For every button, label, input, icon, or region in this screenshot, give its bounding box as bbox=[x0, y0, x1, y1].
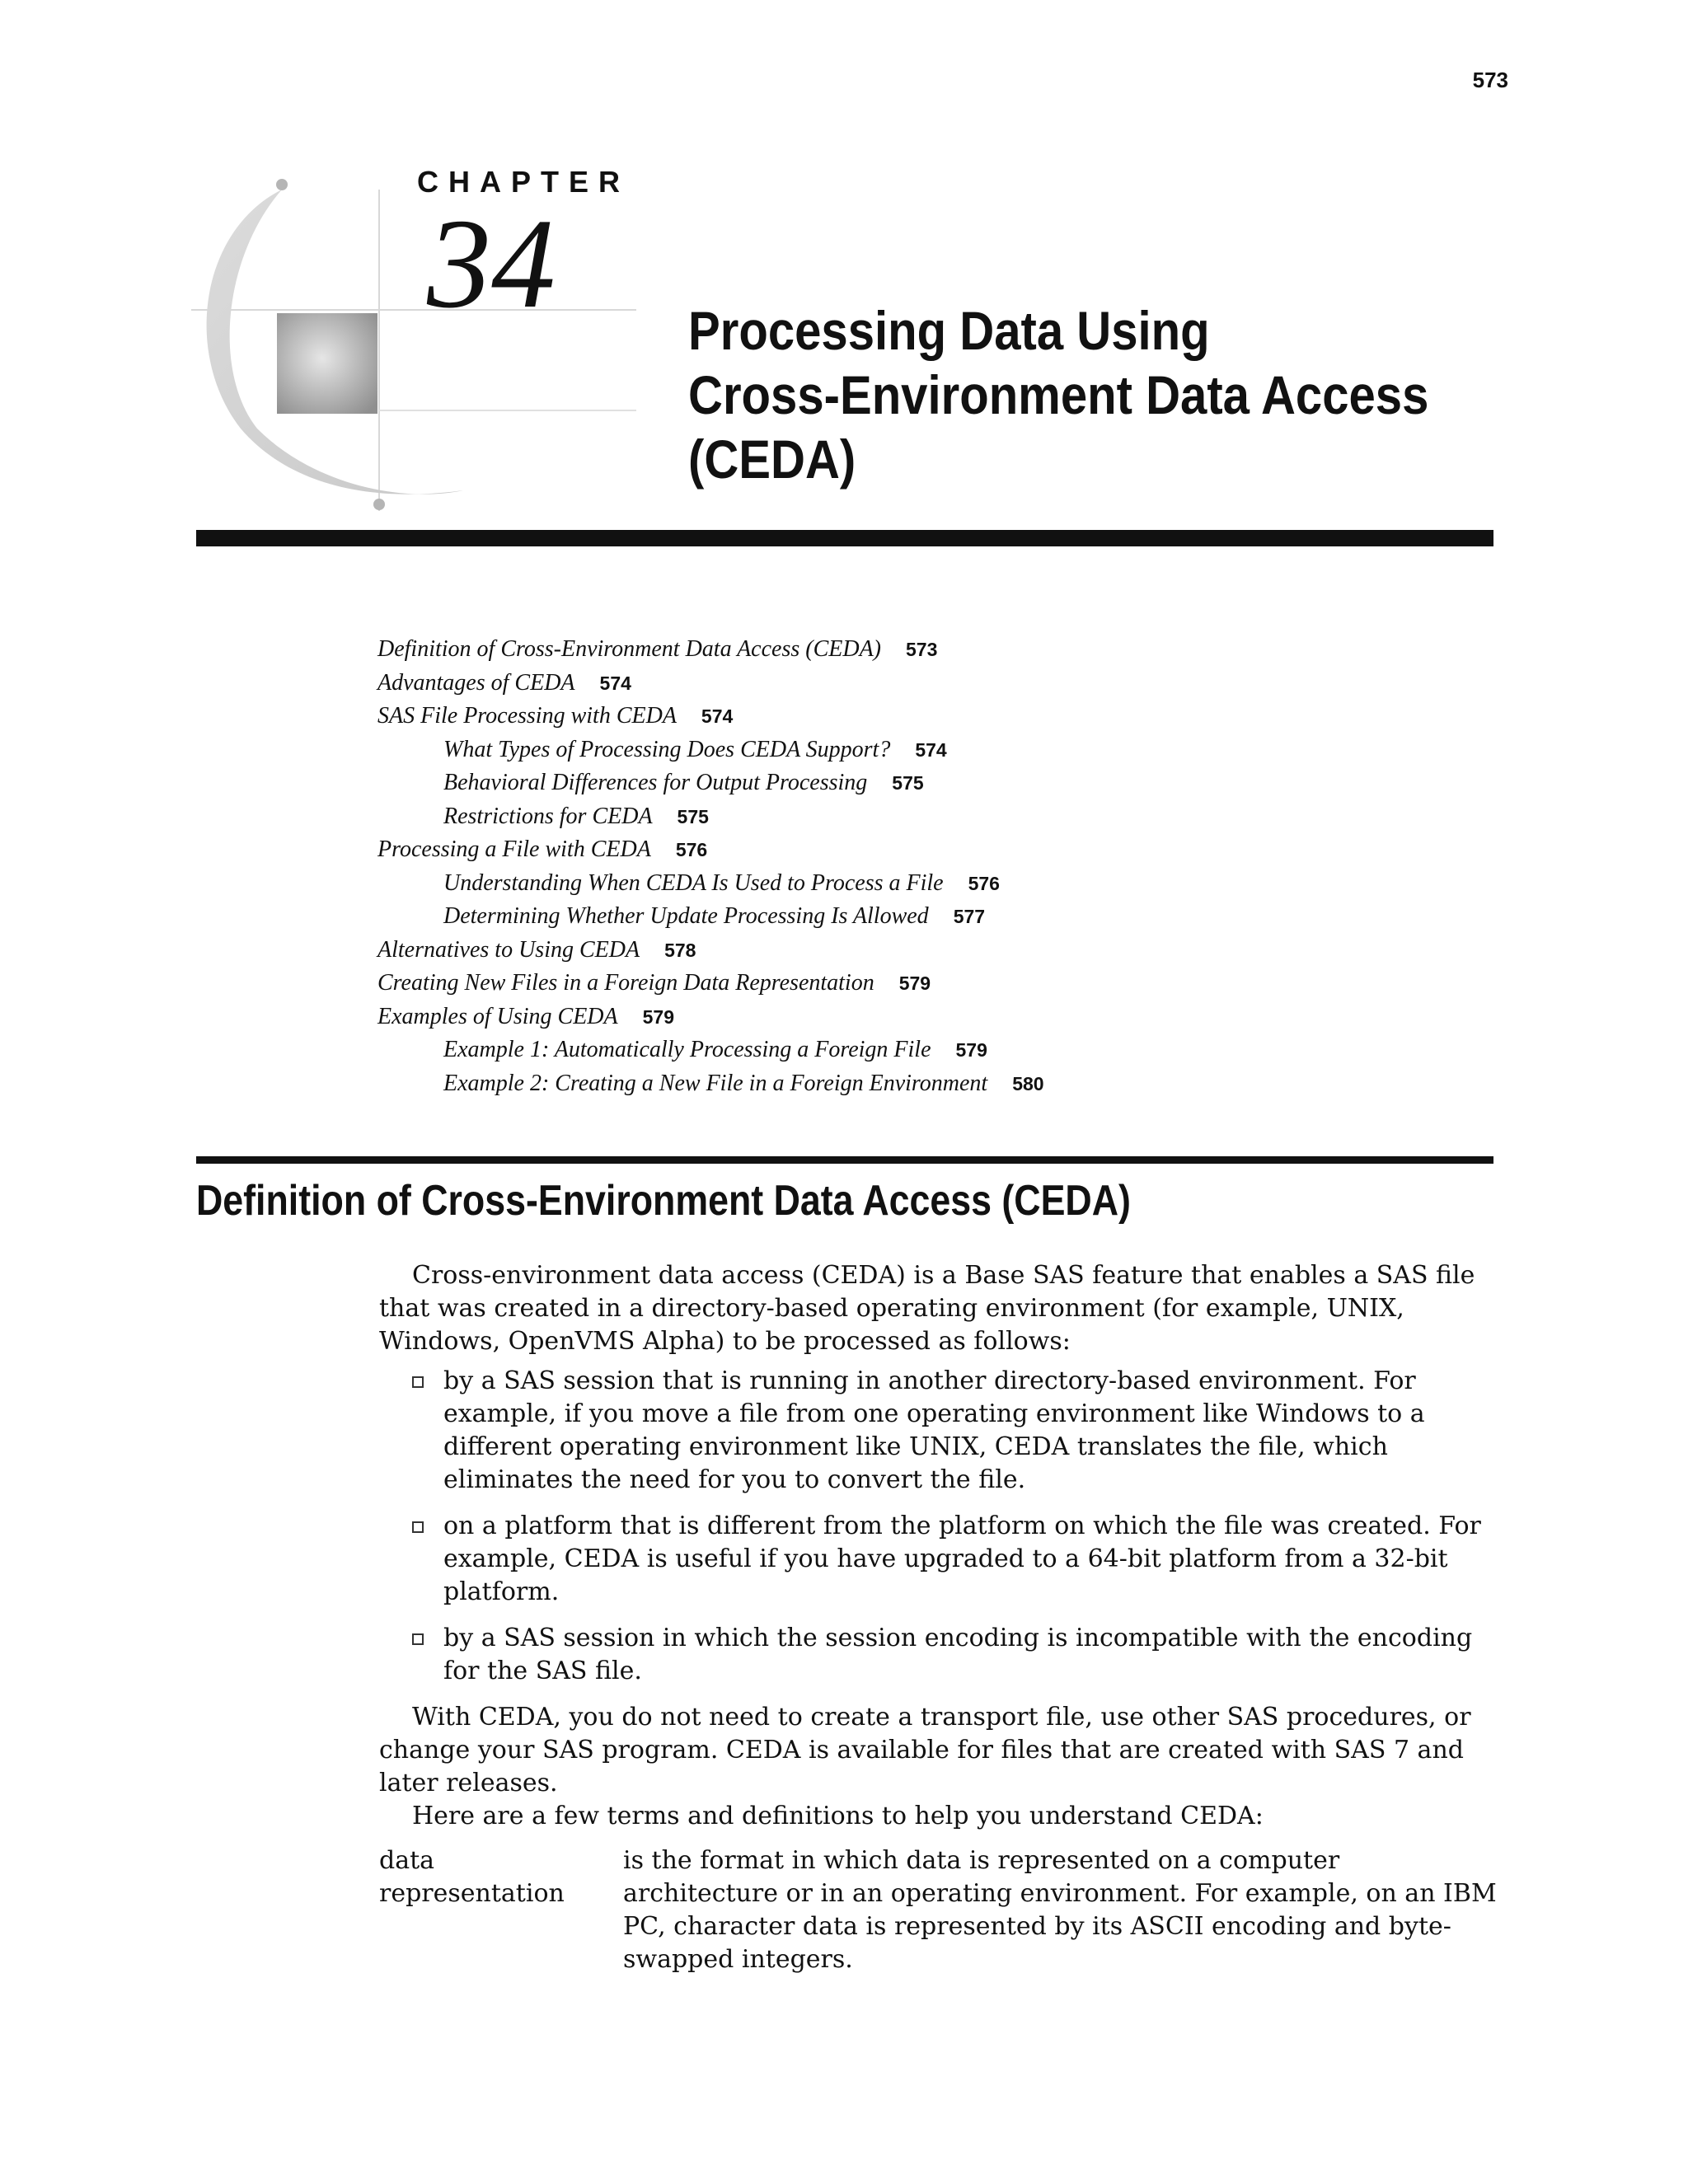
toc-entry-page: 575 bbox=[892, 772, 924, 794]
toc-subentry[interactable] bbox=[377, 1033, 1367, 1067]
chapter-decoration-graphic bbox=[191, 165, 653, 527]
toc-entry[interactable] bbox=[377, 667, 1367, 701]
toc-subentry[interactable] bbox=[377, 800, 1367, 834]
chapter-title-line: Cross-Environment Data Access bbox=[688, 364, 1429, 425]
glossary-definition: is the format in which data is represented on a computer architecture or in an operating environment. For example, on an IBM PC, character data is represented by its ASCII encoding and byte-swapped integers. bbox=[623, 1846, 1497, 1974]
toc-entry-page: 575 bbox=[677, 805, 709, 827]
toc-entry-page: 577 bbox=[953, 906, 986, 927]
paragraph: With CEDA, you do not need to create a transport file, use other SAS procedures, or change your SAS program. CEDA is available for files that are created with SAS 7 and later releases. bbox=[379, 1703, 1471, 1797]
toc-entry-page: 576 bbox=[675, 839, 708, 860]
toc-entry-page: 578 bbox=[664, 939, 696, 961]
toc-entry-title: Restrictions for CEDA bbox=[443, 803, 653, 829]
checkbox-bullet-icon bbox=[412, 1633, 424, 1645]
toc-entry[interactable] bbox=[377, 633, 1367, 667]
toc-entry[interactable] bbox=[377, 700, 1367, 733]
toc-entry-title: Advantages of CEDA bbox=[377, 669, 575, 696]
toc-entry[interactable] bbox=[377, 1001, 1367, 1034]
toc-entry-page: 573 bbox=[906, 639, 938, 660]
chapter-number: 34 bbox=[427, 192, 556, 335]
toc-entry[interactable] bbox=[377, 967, 1367, 1001]
toc-subentry[interactable] bbox=[377, 867, 1367, 901]
chapter-title-line: Processing Data Using bbox=[688, 300, 1210, 361]
list-item bbox=[379, 1622, 1497, 1688]
toc-entry-page: 576 bbox=[968, 872, 1000, 894]
toc-entry-title: Examples of Using CEDA bbox=[377, 1003, 618, 1029]
toc-entry-title: SAS File Processing with CEDA bbox=[377, 703, 677, 729]
page-number: 573 bbox=[1472, 68, 1508, 92]
glossary-entry bbox=[379, 1844, 1497, 1976]
list-item-text: by a SAS session in which the session encoding is incompatible with the encoding for the SAS file. bbox=[443, 1624, 1473, 1685]
list-item-text: on a platform that is different from the platform on which the file was created. For example, CEDA is useful if you have upgraded to a 64-bit platform from a 32-bit platform. bbox=[443, 1511, 1481, 1606]
toc-entry-title: Understanding When CEDA Is Used to Process a File bbox=[443, 869, 944, 896]
toc-entry-title: Alternatives to Using CEDA bbox=[377, 936, 640, 963]
chapter-title bbox=[688, 298, 1429, 491]
toc-entry-title: Definition of Cross-Environment Data Access (CEDA) bbox=[377, 636, 881, 662]
checkbox-bullet-icon bbox=[412, 1376, 424, 1388]
intro-paragraph: Cross-environment data access (CEDA) is a Base SAS feature that enables a SAS file that was created in a directory-based operating environment (for example, UNIX, Windows, OpenVMS Alpha) to be processed as follows: bbox=[379, 1261, 1475, 1356]
glossary-term-line: data bbox=[379, 1846, 435, 1875]
list-item-text: by a SAS session that is running in another directory-based environment. For example, if you move a file from one operating environment like Windows to a different operating environment like UNIX, CEDA translates the file, which eliminates the need for you to convert the file. bbox=[443, 1366, 1425, 1494]
chapter-divider bbox=[196, 530, 1493, 546]
paragraph: Here are a few terms and definitions to help you understand CEDA: bbox=[412, 1802, 1264, 1830]
list-item bbox=[379, 1365, 1497, 1497]
toc-subentry[interactable] bbox=[377, 1067, 1367, 1101]
section-body bbox=[379, 1259, 1497, 1976]
list-item bbox=[379, 1510, 1497, 1609]
bullet-list bbox=[379, 1365, 1497, 1688]
toc-entry-page: 574 bbox=[599, 672, 631, 694]
toc-subentry[interactable] bbox=[377, 900, 1367, 934]
toc-entry-page: 579 bbox=[642, 1005, 675, 1028]
toc-entry-title: Example 2: Creating a New File in a Foreign Environment bbox=[443, 1070, 988, 1096]
toc-entry-page: 580 bbox=[1012, 1072, 1044, 1094]
table-of-contents bbox=[377, 633, 1367, 1100]
toc-entry-title: Behavioral Differences for Output Processing bbox=[443, 770, 868, 795]
toc-entry-page: 579 bbox=[955, 1039, 987, 1061]
toc-entry-title: Processing a File with CEDA bbox=[377, 837, 651, 862]
section-divider bbox=[196, 1156, 1493, 1164]
toc-subentry[interactable] bbox=[377, 733, 1367, 767]
chapter-title-line: (CEDA) bbox=[688, 429, 856, 490]
checkbox-bullet-icon bbox=[412, 1521, 424, 1533]
toc-entry-page: 579 bbox=[898, 972, 931, 994]
glossary-term-line: representation bbox=[379, 1879, 565, 1908]
toc-subentry[interactable] bbox=[377, 766, 1367, 800]
toc-entry-title: Example 1: Automatically Processing a Foreign File bbox=[443, 1037, 931, 1062]
glossary-term bbox=[379, 1844, 623, 1976]
toc-entry-page: 574 bbox=[701, 705, 734, 727]
toc-entry-title: Creating New Files in a Foreign Data Representation bbox=[377, 970, 874, 996]
toc-entry-page: 574 bbox=[915, 738, 947, 761]
chapter-label: CHAPTER bbox=[417, 165, 631, 199]
toc-entry-title: What Types of Processing Does CEDA Support? bbox=[443, 736, 891, 762]
toc-entry-title: Determining Whether Update Processing Is Allowed bbox=[443, 903, 929, 929]
toc-entry[interactable] bbox=[377, 934, 1367, 968]
section-heading: Definition of Cross-Environment Data Access (CEDA) bbox=[196, 1177, 1131, 1225]
toc-entry[interactable] bbox=[377, 833, 1367, 867]
